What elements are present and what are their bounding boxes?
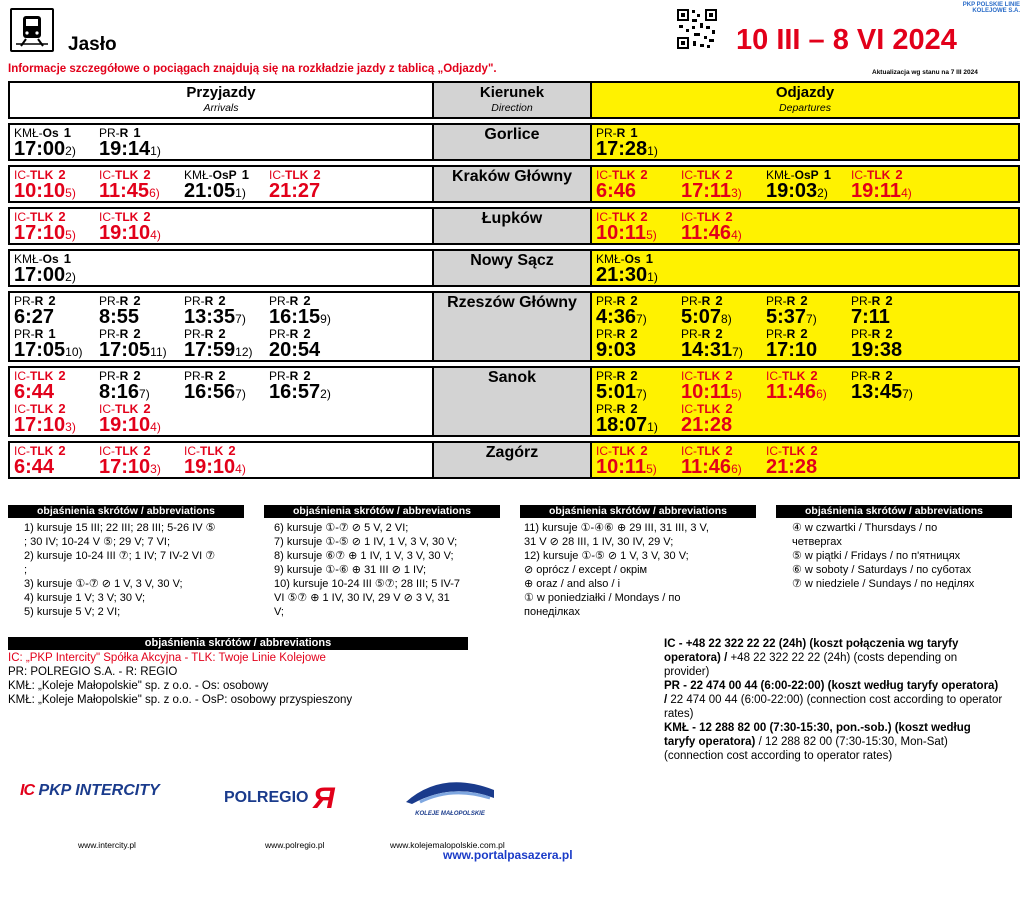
footnote-ref: 4) <box>235 462 246 476</box>
departures-cell <box>591 442 1019 478</box>
footnote-ref: 6) <box>816 387 827 401</box>
track-number: 2 <box>133 293 141 308</box>
train-icon <box>10 8 54 52</box>
abbreviations-heading-4: objaśnienia skrótów / abbreviations <box>776 505 1012 518</box>
train-entry: KMŁ-OsP 1 19:032) <box>766 167 831 202</box>
footnote-ref: 2) <box>65 270 76 284</box>
train-entry: PR-R 2 5:017) <box>596 368 647 403</box>
abbreviation-line: 1) kursuje 15 III; 22 III; 28 III; 5-26 IV ⑤ <box>24 522 216 534</box>
arrivals-cell <box>9 442 433 478</box>
footnote-ref: 8) <box>721 312 732 326</box>
track-number: 2 <box>810 368 818 383</box>
kml-link[interactable]: www.kolejemalopolskie.com.pl <box>390 840 505 850</box>
direction-row <box>9 166 1019 202</box>
track-number: 2 <box>143 167 151 182</box>
train-time: 14:31 <box>681 339 733 361</box>
train-entry: IC-TLK 2 11:464) <box>681 209 742 244</box>
train-entry: IC-TLK 2 17:113) <box>681 167 742 202</box>
track-number: 1 <box>48 326 56 341</box>
footnote-ref: 7) <box>636 387 647 401</box>
train-time: 17:00 <box>14 264 66 286</box>
intercity-logo[interactable]: IC PKP INTERCITY <box>20 782 160 799</box>
track-number: 2 <box>630 401 638 416</box>
train-entry: PR-R 1 17:0510) <box>14 326 83 361</box>
train-entry: KMŁ-Os 1 17:002) <box>14 251 76 286</box>
arrivals-cell <box>9 367 433 436</box>
train-time: 21:28 <box>766 456 818 478</box>
abbreviation-line: 11) kursuje ①-④⑥ ⊕ 29 III, 31 III, 3 V, <box>524 522 709 534</box>
footnote-ref: 3) <box>65 420 76 434</box>
timetable <box>8 81 1020 479</box>
footnote-ref: 5) <box>646 228 657 242</box>
train-entry: PR-R 2 8:55 <box>99 293 141 328</box>
direction-name: Łupków <box>433 208 591 244</box>
operator-line: IC: „PKP Intercity" Spółka Akcyjna - TLK: Twoje Linie Kolejowe <box>8 652 326 664</box>
abbreviation-line: понеділках <box>524 606 580 618</box>
train-entry: IC-TLK 2 17:105) <box>14 209 76 244</box>
train-entry: PR-R 2 6:27 <box>14 293 56 328</box>
train-entry: IC-TLK 2 17:103) <box>14 401 76 436</box>
footnote-ref: 1) <box>647 270 658 284</box>
train-entry: IC-TLK 2 11:456) <box>99 167 160 202</box>
track-number: 1 <box>823 167 831 182</box>
abbreviation-line: 2) kursuje 10-24 III ⑦; 1 IV; 7 IV-2 VI ⑦ <box>24 550 216 562</box>
track-number: 2 <box>143 209 151 224</box>
train-time: 16:56 <box>184 381 236 403</box>
track-number: 2 <box>885 293 893 308</box>
track-number: 2 <box>58 401 66 416</box>
track-number: 2 <box>303 368 311 383</box>
footnote-ref: 2) <box>65 144 76 158</box>
footnote-ref: 7) <box>732 345 743 359</box>
track-number: 2 <box>800 293 808 308</box>
footnote-ref: 7) <box>235 312 246 326</box>
arrivals-cell <box>9 250 433 286</box>
train-time: 21:28 <box>681 414 733 436</box>
departures-cell <box>591 292 1019 361</box>
koleje-malopolskie-logo[interactable]: KOLEJE MAŁOPOLSKIE <box>402 776 498 820</box>
update-date: Aktualizacja wg stanu na 7 III 2024 <box>872 69 978 76</box>
train-time: 11:46 <box>766 381 817 403</box>
footnote-ref: 5) <box>65 228 76 242</box>
arrivals-cell <box>9 166 433 202</box>
departures-cell <box>591 166 1019 202</box>
footnote-ref: 5) <box>731 387 742 401</box>
train-entry: IC-TLK 2 10:115) <box>681 368 742 403</box>
abbreviation-line: 31 V ⊘ 28 III, 1 IV, 30 IV, 29 V; <box>524 536 674 548</box>
footnote-ref: 7) <box>636 312 647 326</box>
departures-cell <box>591 208 1019 244</box>
abbreviations-col-2 <box>274 521 460 619</box>
train-entry: PR-R 2 19:38 <box>851 326 903 361</box>
track-number: 2 <box>303 293 311 308</box>
train-time: 5:07 <box>681 306 722 328</box>
train-entry: PR-R 2 8:167) <box>99 368 150 403</box>
direction-row <box>9 250 1019 286</box>
train-time: 13:45 <box>851 381 903 403</box>
abbreviation-line: ⑥ w soboty / Saturdays / по суботах <box>792 564 972 576</box>
train-time: 19:11 <box>851 180 902 202</box>
train-entry: PR-R 2 5:377) <box>766 293 817 328</box>
contact-kml: KMŁ - 12 288 82 00 (7:30-15:30, pon.-sob.) (koszt według taryfy operatora) / 12 288 82 00 (7:30-15:30, Mon-Sat) (connection cost according to operator rates) <box>664 722 971 762</box>
train-time: 21:05 <box>184 180 236 202</box>
footnote-ref: 2) <box>320 387 331 401</box>
train-time: 16:15 <box>269 306 321 328</box>
train-entry: PR-R 2 13:357) <box>184 293 246 328</box>
footnote-ref: 5) <box>65 186 76 200</box>
train-time: 17:59 <box>184 339 236 361</box>
track-number: 2 <box>800 326 808 341</box>
train-entry: IC-TLK 2 10:115) <box>596 443 657 478</box>
train-time: 11:46 <box>681 456 732 478</box>
train-entry: PR-R 2 7:11 <box>851 293 893 328</box>
train-time: 17:10 <box>14 222 66 244</box>
train-time: 17:11 <box>681 180 732 202</box>
train-entry: PR-R 2 18:071) <box>596 401 658 436</box>
direction-row <box>9 292 1019 361</box>
abbreviations-heading-3: objaśnienia skrótów / abbreviations <box>520 505 756 518</box>
abbreviation-line: ⑦ w niedziele / Sundays / по неділях <box>792 578 975 590</box>
track-number: 2 <box>885 368 893 383</box>
track-number: 2 <box>133 326 141 341</box>
footnote-ref: 2) <box>817 186 828 200</box>
train-time: 17:00 <box>14 138 66 160</box>
direction-row <box>9 367 1019 436</box>
abbreviation-line: V; <box>274 606 284 618</box>
operators-heading: objaśnienia skrótów / abbreviations <box>8 637 468 650</box>
abbreviation-line: 3) kursuje ①-⑦ ⊘ 1 V, 3 V, 30 V; <box>24 578 183 590</box>
footnote-ref: 5) <box>646 462 657 476</box>
pkp-plk-logo: PKP POLSKIE LINIE KOLEJOWE S.A. <box>962 2 1020 14</box>
train-time: 11:45 <box>99 180 150 202</box>
arrivals-cell <box>9 208 433 244</box>
track-number: 2 <box>630 368 638 383</box>
train-time: 10:11 <box>596 222 647 244</box>
train-entry: PR-R 2 16:567) <box>184 368 246 403</box>
direction-row <box>9 124 1019 160</box>
direction-name: Sanok <box>433 367 591 436</box>
track-number: 1 <box>63 251 71 266</box>
train-entry: IC-TLK 2 10:115) <box>596 209 657 244</box>
train-entry: IC-TLK 2 19:114) <box>851 167 912 202</box>
train-entry: IC-TLK 2 21:28 <box>766 443 818 478</box>
abbreviation-line: ① w poniedziałki / Mondays / по <box>524 592 681 604</box>
footnote-ref: 6) <box>731 462 742 476</box>
abbreviations-col-1 <box>24 521 215 619</box>
train-entry: IC-TLK 2 6:44 <box>14 443 66 478</box>
direction-name: Rzeszów Główny <box>433 292 591 361</box>
footnote-ref: 7) <box>235 387 246 401</box>
train-time: 19:14 <box>99 138 151 160</box>
train-time: 20:54 <box>269 339 321 361</box>
train-entry: KMŁ-Os 1 17:002) <box>14 125 76 160</box>
train-entry: IC-TLK 2 19:104) <box>99 401 161 436</box>
track-number: 2 <box>58 209 66 224</box>
footnote-ref: 4) <box>150 228 161 242</box>
train-time: 6:46 <box>596 180 637 202</box>
footnote-ref: 4) <box>731 228 742 242</box>
abbreviation-line: ⊕ oraz / and also / і <box>524 578 621 590</box>
track-number: 2 <box>810 443 818 458</box>
abbreviation-line: 7) kursuje ①-⑤ ⊘ 1 IV, 1 V, 3 V, 30 V; <box>274 536 458 548</box>
train-time: 17:05 <box>14 339 66 361</box>
track-number: 1 <box>645 251 653 266</box>
abbreviation-line: 4) kursuje 1 V; 3 V; 30 V; <box>24 592 146 604</box>
footnote-ref: 3) <box>731 186 742 200</box>
abbreviation-line: 12) kursuje ①-⑤ ⊘ 1 V, 3 V, 30 V; <box>524 550 689 562</box>
abbreviation-line: ; 30 IV; 10-24 V ⑤; 29 V; 7 VI; <box>24 536 171 548</box>
footnote-ref: 11) <box>150 345 167 359</box>
arrivals-cell <box>9 124 433 160</box>
train-entry: IC-TLK 2 21:28 <box>681 401 733 436</box>
track-number: 2 <box>228 443 236 458</box>
track-number: 2 <box>715 326 723 341</box>
direction-row <box>9 442 1019 478</box>
train-time: 21:30 <box>596 264 648 286</box>
train-entry: PR-R 2 16:572) <box>269 368 331 403</box>
train-time: 8:55 <box>99 306 140 328</box>
train-entry: PR-R 2 17:5912) <box>184 326 253 361</box>
departures-header: Odjazdy Departures <box>591 82 1019 118</box>
train-time: 19:10 <box>184 456 236 478</box>
direction-name: Nowy Sącz <box>433 250 591 286</box>
track-number: 2 <box>895 167 903 182</box>
track-number: 2 <box>143 401 151 416</box>
footnote-ref: 4) <box>901 186 912 200</box>
footnote-ref: 1) <box>235 186 246 200</box>
train-time: 8:16 <box>99 381 140 403</box>
train-time: 19:10 <box>99 222 151 244</box>
train-entry: IC-TLK 2 17:103) <box>99 443 161 478</box>
footnote-ref: 1) <box>647 144 658 158</box>
train-entry: PR-R 2 16:159) <box>269 293 331 328</box>
train-entry: PR-R 2 14:317) <box>681 326 743 361</box>
contact-ic: IC - +48 22 322 22 22 (24h) (koszt połączenia wg taryfy operatora) / +48 22 322 22 22 (24h) (costs depending on provider) <box>664 638 959 678</box>
train-entry: PR-R 2 4:367) <box>596 293 647 328</box>
abbreviation-line: 6) kursuje ①-⑦ ⊘ 5 V, 2 VI; <box>274 522 409 534</box>
train-entry: IC-TLK 2 11:466) <box>681 443 742 478</box>
train-time: 21:27 <box>269 180 321 202</box>
direction-name: Zagórz <box>433 442 591 478</box>
polregio-link[interactable]: www.polregio.pl <box>265 840 325 850</box>
qr-code-icon[interactable] <box>676 8 718 50</box>
train-time: 19:10 <box>99 414 151 436</box>
direction-name: Kraków Główny <box>433 166 591 202</box>
track-number: 2 <box>630 293 638 308</box>
track-number: 2 <box>725 368 733 383</box>
track-number: 1 <box>630 125 638 140</box>
departures-cell <box>591 250 1019 286</box>
train-time: 10:11 <box>596 456 647 478</box>
abbreviation-line: ⊘ oprócz / except / окрім <box>524 564 648 576</box>
train-entry: IC-TLK 2 6:44 <box>14 368 66 403</box>
abbreviation-line: 10) kursuje 10-24 III ⑤⑦; 28 III; 5 IV-7 <box>274 578 461 590</box>
track-number: 2 <box>58 167 66 182</box>
train-entry: PR-R 2 5:078) <box>681 293 732 328</box>
operator-line: KMŁ: „Koleje Małopolskie" sp. z o.o. - OsP: osobowy przyspieszony <box>8 694 353 706</box>
train-time: 10:11 <box>681 381 732 403</box>
train-entry: PR-R 1 17:281) <box>596 125 658 160</box>
train-entry: IC-TLK 2 10:105) <box>14 167 76 202</box>
footnote-ref: 3) <box>150 462 161 476</box>
direction-name: Gorlice <box>433 124 591 160</box>
footnote-ref: 6) <box>149 186 160 200</box>
train-time: 17:10 <box>14 414 66 436</box>
contact-pr: PR - 22 474 00 44 (6:00-22:00) (koszt według taryfy operatora) / 22 474 00 44 (6:00-22:00) (connection cost according to operator rates) <box>664 680 1003 720</box>
train-entry: IC-TLK 2 19:104) <box>99 209 161 244</box>
track-number: 1 <box>63 125 71 140</box>
portal-link[interactable]: www.portalpasazera.pl <box>443 848 573 862</box>
info-notice: Informacje szczegółowe o pociągach znajdują się na rozkładzie jazdy z tablicą „Odjazdy". <box>8 63 497 75</box>
track-number: 2 <box>725 443 733 458</box>
track-number: 2 <box>725 209 733 224</box>
train-time: 5:37 <box>766 306 807 328</box>
train-entry: PR-R 2 9:03 <box>596 326 638 361</box>
train-entry: KMŁ-Os 1 21:301) <box>596 251 658 286</box>
train-entry: PR-R 1 19:141) <box>99 125 161 160</box>
track-number: 2 <box>630 326 638 341</box>
train-entry: IC-TLK 2 6:46 <box>596 167 648 202</box>
operators-legend <box>8 651 352 707</box>
departures-cell <box>591 367 1019 436</box>
train-time: 17:10 <box>99 456 151 478</box>
train-time: 10:10 <box>14 180 66 202</box>
abbreviations-col-4 <box>792 521 974 591</box>
train-entry: PR-R 2 20:54 <box>269 326 321 361</box>
train-entry: IC-TLK 2 11:466) <box>766 368 827 403</box>
operator-line: KMŁ: „Koleje Małopolskie" sp. z o.o. - Os: osobowy <box>8 680 269 692</box>
train-time: 16:57 <box>269 381 321 403</box>
track-number: 2 <box>58 368 66 383</box>
train-time: 19:38 <box>851 339 903 361</box>
footnote-ref: 7) <box>139 387 150 401</box>
track-number: 2 <box>725 167 733 182</box>
abbreviation-line: ④ w czwartki / Thursdays / по <box>792 522 938 534</box>
footnote-ref: 10) <box>65 345 83 359</box>
footnote-ref: 7) <box>806 312 817 326</box>
train-time: 19:03 <box>766 180 818 202</box>
train-entry: PR-R 2 13:457) <box>851 368 913 403</box>
train-time: 17:10 <box>766 339 818 361</box>
track-number: 2 <box>143 443 151 458</box>
track-number: 2 <box>303 326 311 341</box>
track-number: 2 <box>640 209 648 224</box>
validity-period: 10 III – 8 VI 2024 <box>736 24 957 56</box>
abbreviation-line: 8) kursuje ⑥⑦ ⊕ 1 IV, 1 V, 3 V, 30 V; <box>274 550 454 562</box>
train-time: 4:36 <box>596 306 637 328</box>
contact-info <box>664 637 1004 763</box>
footnote-ref: 7) <box>902 387 913 401</box>
track-number: 2 <box>725 401 733 416</box>
track-number: 2 <box>218 293 226 308</box>
abbreviation-line: VI ⑤⑦ ⊕ 1 IV, 30 IV, 29 V ⊘ 3 V, 31 <box>274 592 450 604</box>
track-number: 2 <box>133 368 141 383</box>
train-time: 6:44 <box>14 381 55 403</box>
train-time: 5:01 <box>596 381 637 403</box>
footnote-ref: 4) <box>150 420 161 434</box>
footnote-ref: 12) <box>235 345 253 359</box>
train-time: 17:28 <box>596 138 648 160</box>
track-number: 2 <box>218 326 226 341</box>
arrivals-cell <box>9 292 433 361</box>
track-number: 1 <box>133 125 141 140</box>
abbreviations-heading-2: objaśnienia skrótów / abbreviations <box>264 505 500 518</box>
train-time: 7:11 <box>851 306 890 328</box>
footnote-ref: 9) <box>320 312 331 326</box>
operator-line: PR: POLREGIO S.A. - R: REGIO <box>8 666 178 678</box>
abbreviation-line: ⑤ w piątki / Fridays / по п'ятницях <box>792 550 961 562</box>
train-time: 6:44 <box>14 456 55 478</box>
track-number: 2 <box>313 167 321 182</box>
abbreviations-col-3 <box>524 521 709 619</box>
abbreviation-line: четвергах <box>792 536 842 548</box>
departures-cell <box>591 124 1019 160</box>
track-number: 2 <box>218 368 226 383</box>
train-time: 11:46 <box>681 222 732 244</box>
train-entry: IC-TLK 2 21:27 <box>269 167 321 202</box>
direction-header: Kierunek Direction <box>433 82 591 118</box>
track-number: 2 <box>885 326 893 341</box>
train-entry: IC-TLK 2 19:104) <box>184 443 246 478</box>
track-number: 2 <box>715 293 723 308</box>
train-time: 18:07 <box>596 414 648 436</box>
abbreviation-line: 9) kursuje ①-⑥ ⊕ 31 III ⊘ 1 IV; <box>274 564 427 576</box>
track-number: 2 <box>640 443 648 458</box>
train-time: 9:03 <box>596 339 637 361</box>
intercity-link[interactable]: www.intercity.pl <box>78 840 136 850</box>
abbreviation-line: ; <box>24 564 28 576</box>
abbreviation-line: 5) kursuje 5 V; 2 VI; <box>24 606 121 618</box>
polregio-logo[interactable]: POLREGIO Я <box>224 782 335 815</box>
direction-row <box>9 208 1019 244</box>
abbreviations-heading-1: objaśnienia skrótów / abbreviations <box>8 505 244 518</box>
footnote-ref: 1) <box>647 420 658 434</box>
train-time: 17:05 <box>99 339 151 361</box>
track-number: 1 <box>241 167 249 182</box>
track-number: 2 <box>58 443 66 458</box>
station-name: Jasło <box>68 34 117 55</box>
train-time: 6:27 <box>14 306 55 328</box>
train-entry: PR-R 2 17:0511) <box>99 326 167 361</box>
train-time: 13:35 <box>184 306 236 328</box>
track-number: 2 <box>640 167 648 182</box>
arrivals-header: Przyjazdy Arrivals <box>9 82 433 118</box>
train-entry: PR-R 2 17:10 <box>766 326 818 361</box>
train-entry: KMŁ-OsP 1 21:051) <box>184 167 249 202</box>
track-number: 2 <box>48 293 56 308</box>
footnote-ref: 1) <box>150 144 161 158</box>
